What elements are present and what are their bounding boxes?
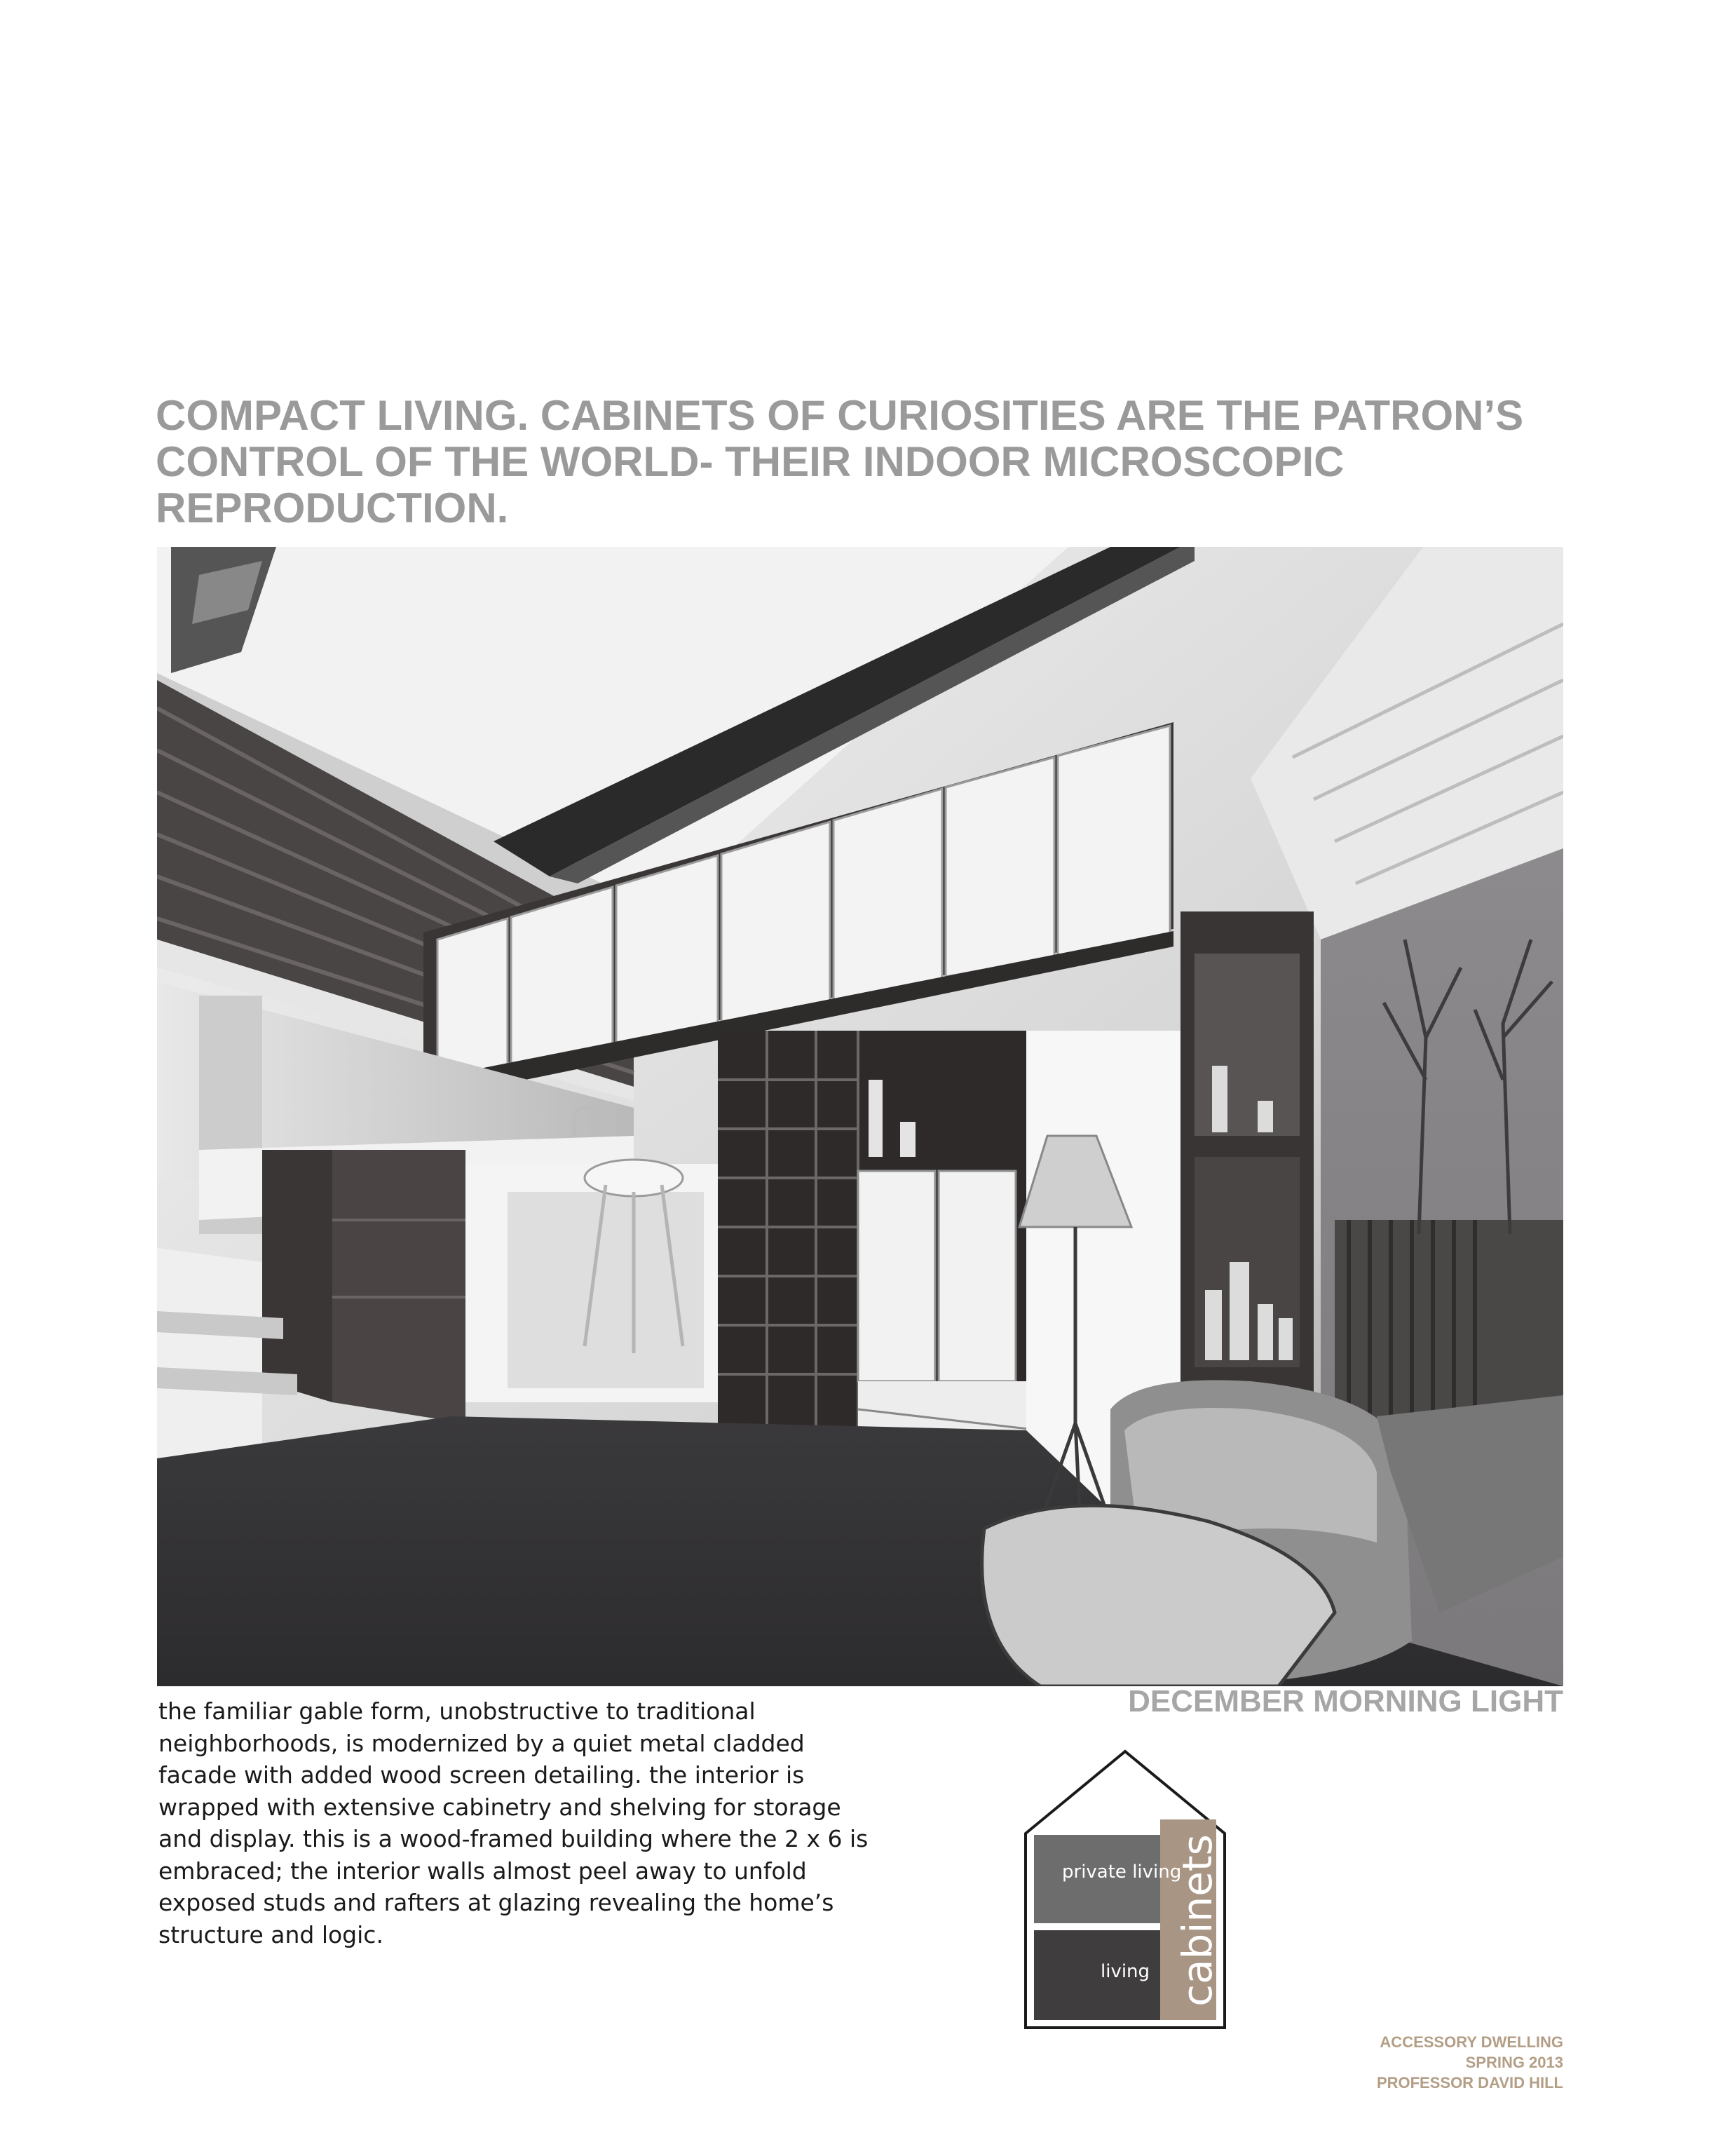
credit-term: SPRING 2013 bbox=[1465, 2054, 1563, 2071]
headline-line-3: REPRODUCTION. bbox=[156, 484, 509, 531]
description-line: exposed studs and rafters at glazing revealing the home’s bbox=[158, 1889, 834, 1916]
page-headline bbox=[156, 393, 1600, 531]
cabinets-label: cabinets bbox=[1173, 1834, 1221, 2007]
render-caption: DECEMBER MORNING LIGHT bbox=[1128, 1684, 1563, 1718]
credit-professor: PROFESSOR DAVID HILL bbox=[1376, 2074, 1563, 2091]
headline-line-2: CONTROL OF THE WORLD- THEIR INDOOR MICROSCOPIC bbox=[156, 438, 1345, 485]
description-line: neighborhoods, is modernized by a quiet metal cladded bbox=[158, 1729, 805, 1757]
credit-course: ACCESSORY DWELLING bbox=[1380, 2033, 1563, 2051]
description-line: embraced; the interior walls almost peel away to unfold bbox=[158, 1857, 807, 1885]
description-line: facade with added wood screen detailing. the interior is bbox=[158, 1761, 805, 1789]
description-line: wrapped with extensive cabinetry and shelving for storage bbox=[158, 1793, 841, 1821]
living-label: living bbox=[1101, 1961, 1150, 1982]
house-program-diagram bbox=[1023, 1749, 1227, 2030]
description-line: the familiar gable form, unobstructive to traditional bbox=[158, 1697, 756, 1725]
description-line: and display. this is a wood-framed building where the 2 x 6 is bbox=[158, 1825, 869, 1852]
project-description bbox=[158, 1695, 873, 1951]
description-line: structure and logic. bbox=[158, 1920, 383, 1948]
headline-line-1: COMPACT LIVING. CABINETS OF CURIOSITIES ARE THE PATRON’S bbox=[156, 392, 1524, 439]
interior-rendering bbox=[157, 547, 1563, 1686]
private-living-label: private living bbox=[1062, 1862, 1182, 1883]
project-credits bbox=[1248, 2032, 1563, 2093]
